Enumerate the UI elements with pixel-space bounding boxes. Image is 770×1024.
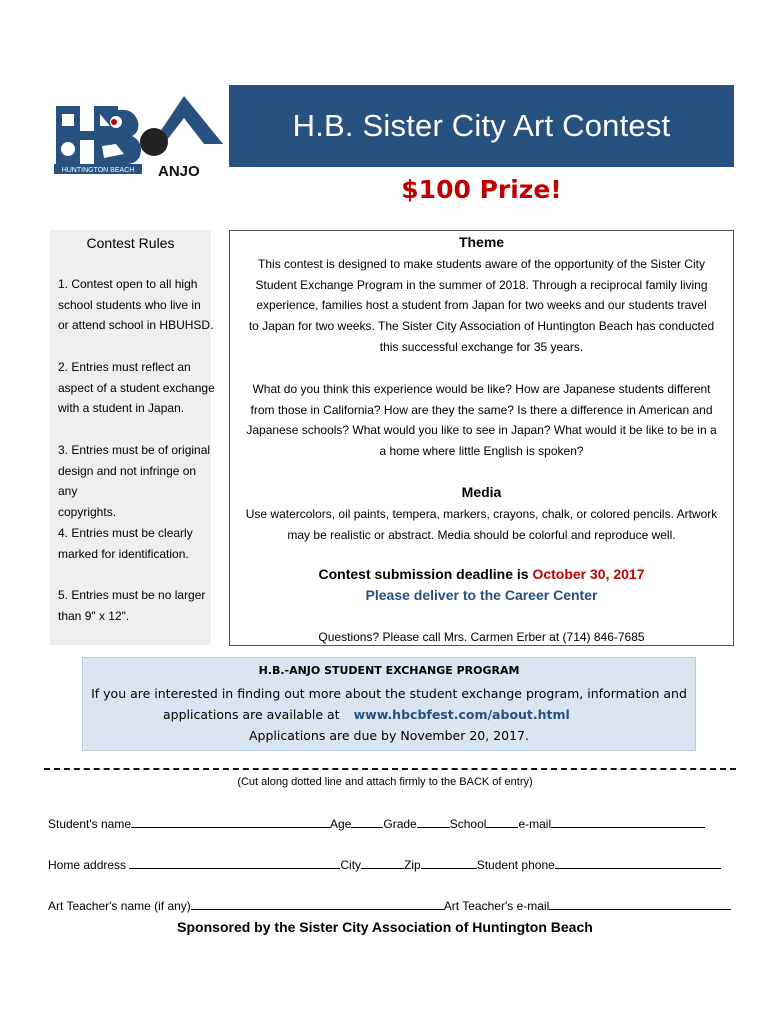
huntington-beach-logo <box>54 104 149 174</box>
rule-2 <box>58 357 218 419</box>
theme-p1-line-2: Student Exchange Program in the summer of 2018. Through a reciprocal family living <box>255 277 708 292</box>
teacher-email-field[interactable] <box>549 898 731 910</box>
deliver-instruction: Please deliver to the Career Center <box>365 587 598 603</box>
student-phone-field[interactable] <box>555 857 721 869</box>
rule-3-line-2: design and not infringe on any <box>58 463 197 499</box>
rule-1-line-1: 1. Contest open to all high <box>58 277 198 291</box>
questions-contact: Questions? Please call Mrs. Carmen Erber at (714) 846-7685 <box>318 630 645 644</box>
theme-paragraph-2 <box>230 379 733 462</box>
rule-4 <box>58 523 218 564</box>
grade-label: Grade <box>383 817 417 831</box>
rule-3-line-3: copyrights. <box>58 505 117 520</box>
sponsor-line: Sponsored by the Sister City Association of Huntington Beach <box>177 919 593 935</box>
student-name-field[interactable] <box>131 816 330 828</box>
rule-2-line-2: aspect of a student exchange <box>58 380 215 395</box>
age-label: Age <box>330 817 352 831</box>
exchange-line-2-text: applications are available at <box>163 707 340 722</box>
rule-1 <box>58 274 218 336</box>
page-title: H.B. Sister City Art Contest <box>292 108 671 143</box>
rule-3 <box>58 440 218 523</box>
theme-box <box>229 230 734 646</box>
rule-5 <box>58 585 218 626</box>
media-line-2: may be realistic or abstract. Media should be colorful and reproduce well. <box>287 527 676 542</box>
teacher-name-label: Art Teacher's name (if any) <box>48 899 191 913</box>
contest-rules-title: Contest Rules <box>86 235 175 251</box>
rule-4-line-1: 4. Entries must be clearly <box>58 526 193 540</box>
theme-p2-line-3: Japanese schools? What would you like to see in Japan? What would it be like to be in a <box>246 423 717 438</box>
email-field[interactable] <box>551 816 705 828</box>
rule-5-line-1: 5. Entries must be no larger <box>58 588 206 602</box>
teacher-name-field[interactable] <box>191 898 444 910</box>
city-label: City <box>340 858 362 872</box>
email-label: e-mail <box>518 817 552 831</box>
school-label: School <box>449 817 487 831</box>
form-row-student <box>48 816 705 831</box>
exchange-website-link[interactable]: www.hbcbfest.com/about.html <box>353 707 570 722</box>
city-field[interactable] <box>361 857 404 869</box>
media-heading: Media <box>461 484 502 500</box>
exchange-line-1: If you are interested in finding out more about the student exchange program, information and <box>91 686 687 701</box>
exchange-line-2 <box>163 707 770 722</box>
theme-p1-line-1: This contest is designed to make students aware of the opportunity of the Sister City <box>258 257 705 271</box>
theme-p1-line-3: experience, families host a student from Japan for two weeks and our students travel <box>256 298 707 313</box>
anjo-logo <box>138 96 223 178</box>
title-banner <box>229 85 734 167</box>
theme-heading: Theme <box>458 234 505 250</box>
deadline-date: October 30, 2017 <box>532 566 645 582</box>
media-line-1: Use watercolors, oil paints, tempera, markers, crayons, chalk, or colored pencils. Artwork <box>245 507 718 521</box>
student-name-label: Student's name <box>48 817 132 831</box>
rule-2-line-1: 2. Entries must reflect an <box>58 360 191 374</box>
hb-logo-text: HUNTINGTON BEACH <box>61 167 135 174</box>
form-row-teacher <box>48 898 731 913</box>
rule-5-line-2: than 9" x 12". <box>58 608 130 623</box>
submission-deadline <box>230 566 733 582</box>
home-address-label: Home address <box>48 858 130 872</box>
theme-p1-line-5: this successful exchange for 35 years. <box>379 339 584 354</box>
school-field[interactable] <box>486 816 518 828</box>
exchange-program-box <box>82 657 696 751</box>
zip-label: Zip <box>404 858 421 872</box>
anjo-logo-text: ANJO <box>158 163 200 178</box>
cut-line <box>44 768 736 770</box>
contest-rules-panel <box>50 230 215 645</box>
prize-heading: $100 Prize! <box>401 175 562 204</box>
grade-field[interactable] <box>417 816 450 828</box>
teacher-email-label: Art Teacher's e-mail <box>443 899 550 913</box>
theme-p2-line-4: a home where little English is spoken? <box>379 444 584 459</box>
exchange-line-3: Applications are due by November 20, 2017. <box>249 728 529 743</box>
media-paragraph <box>230 504 733 545</box>
rule-1-line-2: school students who live in <box>58 297 201 312</box>
form-row-address <box>48 857 721 872</box>
student-phone-label: Student phone <box>476 858 555 872</box>
theme-p2-line-1: What do you think this experience would be like? How are Japanese students different <box>252 382 711 396</box>
theme-p2-line-2: from those in California? How are they the same? Is there a difference in American and <box>250 402 713 417</box>
rule-2-line-3: with a student in Japan. <box>58 401 185 416</box>
rule-1-line-3: or attend school in HBUHSD. <box>58 318 214 333</box>
home-address-field[interactable] <box>129 857 340 869</box>
rule-4-line-2: marked for identification. <box>58 546 189 561</box>
exchange-program-title: H.B.-ANJO STUDENT EXCHANGE PROGRAM <box>258 664 520 677</box>
age-field[interactable] <box>351 816 383 828</box>
cut-instructions: (Cut along dotted line and attach firmly to the BACK of entry) <box>237 776 533 788</box>
theme-paragraph-1 <box>230 254 733 358</box>
zip-field[interactable] <box>421 857 477 869</box>
theme-p1-line-4: to Japan for two weeks. The Sister City Association of Huntington Beach has conducted <box>248 319 715 334</box>
deadline-label: Contest submission deadline is <box>318 566 533 582</box>
rule-3-line-1: 3. Entries must be of original <box>58 443 211 457</box>
